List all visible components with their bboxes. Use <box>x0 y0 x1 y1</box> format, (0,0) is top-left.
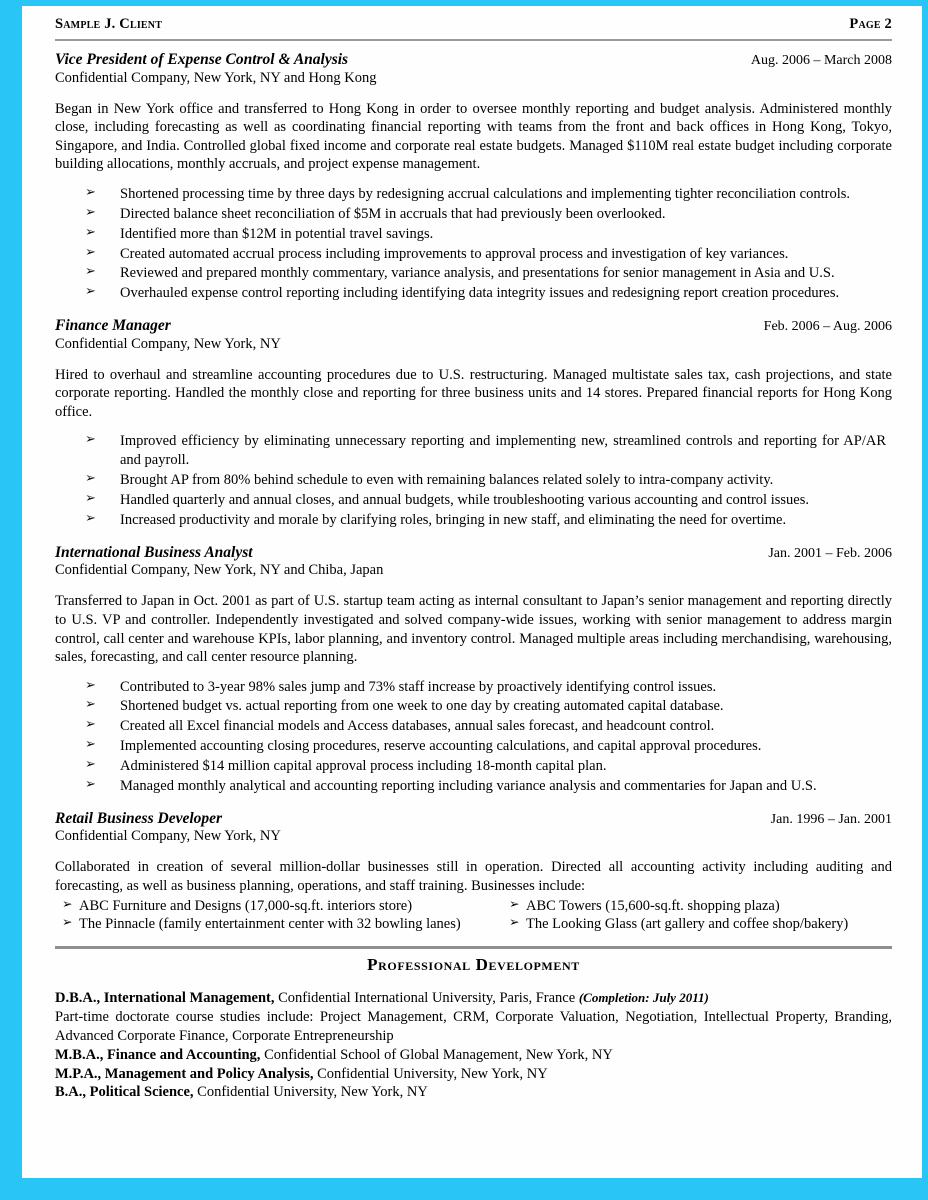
bullet-text: Directed balance sheet reconciliation of $5M in accruals that had previously been overlooked. <box>120 205 666 222</box>
business-text: The Looking Glass (art gallery and coffee shop/bakery) <box>526 916 849 933</box>
job-bullet-list <box>55 678 892 796</box>
education-detail: Part-time doctorate course studies include: Project Management, CRM, Corporate Valuation, Negotiation, Intellectual Property, Branding, Advanced Corporate Finance, Corporate Entrepreneurship <box>55 1009 892 1044</box>
job-title: Finance Manager <box>55 317 171 335</box>
business-text: ABC Towers (15,600-sq.ft. shopping plaza) <box>526 897 780 914</box>
business-item <box>509 915 892 934</box>
job-summary: Hired to overhaul and streamline accounting procedures due to U.S. restructuring. Managed multistate sales tax, cash projections, and state corporate reporting. Handled the monthly close and reporting for three business units and 14 stores. Prepared financial reports for Hong Kong office. <box>55 366 892 420</box>
arrow-bullet-icon: ➢ <box>85 431 96 447</box>
arrow-bullet-icon: ➢ <box>85 243 96 259</box>
bullet-text: Improved efficiency by eliminating unnecessary reporting and implementing new, streamlined controls and reporting for AP/AR and payroll. <box>120 433 886 469</box>
arrow-bullet-icon: ➢ <box>85 775 96 791</box>
experience-entry <box>55 317 892 530</box>
job-company: Confidential Company, New York, NY <box>55 828 281 845</box>
job-bullet-list <box>55 432 892 529</box>
bullet-item <box>85 245 886 264</box>
arrow-bullet-icon: ➢ <box>509 896 520 911</box>
header-divider <box>55 39 892 41</box>
business-item <box>62 897 509 916</box>
bullet-text: Implemented accounting closing procedures, reserve accounting calculations, and capital approval procedures. <box>120 738 762 755</box>
experience-entry <box>55 51 892 303</box>
education-list <box>55 989 892 1102</box>
bullet-item <box>85 491 886 510</box>
job-company: Confidential Company, New York, NY and Chiba, Japan <box>55 562 384 579</box>
bullet-text: Managed monthly analytical and accounting reporting including variance analysis and commentaries for Japan and U.S. <box>120 777 817 794</box>
job-dates: Feb. 2006 – Aug. 2006 <box>763 319 892 335</box>
experience-entry <box>55 544 892 796</box>
bullet-item <box>85 777 886 796</box>
job-summary: Collaborated in creation of several million-dollar businesses still in operation. Directed all accounting activity including auditing and forecasting, as well as business planning, operations, and staff training. Businesses include: <box>55 859 892 895</box>
job-summary: Began in New York office and transferred to Hong Kong in order to oversee monthly reporting and budget analysis. Administered monthly close, including forecasting as well as coordinating financial reporting with teams from the front and back offices in Hong Kong, Tokyo, Singapore, and India. Controlled global fixed income and corporate real estate budgets. Managed $110M real estate budget including corporate building allocations, monthly accruals, and project expense management. <box>55 100 892 173</box>
bullet-item <box>85 225 886 244</box>
degree-name: M.P.A., Management and Policy Analysis, <box>55 1065 314 1082</box>
job-company: Confidential Company, New York, NY and Hong Kong <box>55 69 377 86</box>
arrow-bullet-icon: ➢ <box>85 756 96 772</box>
school-name: Confidential University, New York, NY <box>313 1065 548 1082</box>
job-headline <box>55 51 892 69</box>
header-page-number: Page 2 <box>849 16 892 32</box>
arrow-bullet-icon: ➢ <box>85 223 96 239</box>
bullet-text: Overhauled expense control reporting including identifying data integrity issues and redesigning report creation procedures. <box>120 285 840 302</box>
business-item <box>62 915 509 934</box>
bullet-item <box>85 264 886 283</box>
bullet-item <box>85 432 886 470</box>
arrow-bullet-icon: ➢ <box>85 203 96 219</box>
arrow-bullet-icon: ➢ <box>85 716 96 732</box>
professional-development-divider <box>55 946 892 949</box>
running-header <box>55 16 892 33</box>
bullet-item <box>85 471 886 490</box>
degree-name: D.B.A., International Management, <box>55 990 275 1007</box>
bullet-item <box>85 284 886 303</box>
job-headline <box>55 810 892 828</box>
arrow-bullet-icon: ➢ <box>85 696 96 712</box>
bullet-item <box>85 757 886 776</box>
arrow-bullet-icon: ➢ <box>85 489 96 505</box>
arrow-bullet-icon: ➢ <box>85 470 96 486</box>
job-bullet-list <box>55 185 892 303</box>
job-company: Confidential Company, New York, NY <box>55 335 281 352</box>
bullet-item <box>85 511 886 530</box>
arrow-bullet-icon: ➢ <box>509 915 520 930</box>
arrow-bullet-icon: ➢ <box>85 676 96 692</box>
bullet-item <box>85 697 886 716</box>
bullet-item <box>85 205 886 224</box>
resume-page <box>22 6 922 1178</box>
arrow-bullet-icon: ➢ <box>85 736 96 752</box>
job-title: Vice President of Expense Control & Analysis <box>55 51 349 68</box>
job-headline <box>55 317 892 335</box>
arrow-bullet-icon: ➢ <box>85 263 96 279</box>
job-dates: Jan. 2001 – Feb. 2006 <box>768 545 892 561</box>
bullet-text: Reviewed and prepared monthly commentary, variance analysis, and presentations for senior management in Asia and U.S. <box>120 265 835 282</box>
bullet-text: Created all Excel financial models and Access databases, annual sales forecast, and headcount control. <box>120 718 715 735</box>
business-text: ABC Furniture and Designs (17,000-sq.ft. interiors store) <box>79 897 413 914</box>
job-dates: Jan. 1996 – Jan. 2001 <box>770 811 892 827</box>
education-entry <box>55 1046 892 1065</box>
arrow-bullet-icon: ➢ <box>85 183 96 199</box>
bullet-text: Identified more than $12M in potential travel savings. <box>120 225 434 242</box>
experience-entry <box>55 810 892 935</box>
bullet-text: Brought AP from 80% behind schedule to even with remaining balances related solely to intra-company activity. <box>120 472 774 489</box>
completion-note: (Completion: July 2011) <box>578 990 709 1006</box>
job-title: Retail Business Developer <box>55 809 223 827</box>
arrow-bullet-icon: ➢ <box>62 896 73 911</box>
bullet-item <box>85 678 886 697</box>
arrow-bullet-icon: ➢ <box>85 509 96 525</box>
section-heading-professional-development: Professional Development <box>367 955 580 975</box>
business-item <box>509 897 892 916</box>
bullet-text: Handled quarterly and annual closes, and annual budgets, while troubleshooting various accounting and control issues. <box>120 491 809 508</box>
business-text: The Pinnacle (family entertainment center with 32 bowling lanes) <box>79 916 461 933</box>
education-entry <box>55 989 892 1008</box>
job-dates: Aug. 2006 – March 2008 <box>750 53 892 68</box>
education-entry <box>55 1065 892 1084</box>
degree-name: B.A., Political Science, <box>55 1084 194 1101</box>
job-title: International Business Analyst <box>55 543 253 561</box>
bullet-text: Contributed to 3-year 98% sales jump and 73% staff increase by proactively identifying control issues. <box>120 678 717 695</box>
bullet-text: Shortened processing time by three days by redesigning accrual calculations and implementing tighter reconciliation controls. <box>120 185 851 202</box>
job-summary: Transferred to Japan in Oct. 2001 as part of U.S. startup team acting as internal consultant to Japan’s senior management and reporting directly to U.S. VP and controller. Independently investigated and solved company-wide issues, working with senior management to address margin control, call center and warehouse KPIs, labor planning, and inventory control. Managed multiple areas including merchandising, warehousing, sales, forecasting, and call center resource planning. <box>55 593 892 666</box>
bullet-item <box>85 737 886 756</box>
header-candidate-name: Sample J. Client <box>55 16 163 32</box>
education-entry <box>55 1083 892 1102</box>
bullet-text: Administered $14 million capital approval process including 18-month capital plan. <box>120 758 607 775</box>
school-name: Confidential School of Global Management, New York, NY <box>260 1046 613 1063</box>
school-name: Confidential International University, Paris, France <box>274 990 579 1007</box>
bullet-text: Shortened budget vs. actual reporting from one week to one day by creating automated capital database. <box>120 698 724 715</box>
business-list <box>55 897 892 935</box>
school-name: Confidential University, New York, NY <box>193 1084 428 1101</box>
arrow-bullet-icon: ➢ <box>85 283 96 299</box>
bullet-item <box>85 185 886 204</box>
bullet-text: Created automated accrual process including improvements to approval process and investigation of key variances. <box>120 245 789 262</box>
bullet-item <box>85 717 886 736</box>
job-headline <box>55 544 892 562</box>
degree-name: M.B.A., Finance and Accounting, <box>55 1046 261 1063</box>
bullet-text: Increased productivity and morale by clarifying roles, bringing in new staff, and eliminating the need for overtime. <box>120 511 787 528</box>
arrow-bullet-icon: ➢ <box>62 915 73 930</box>
